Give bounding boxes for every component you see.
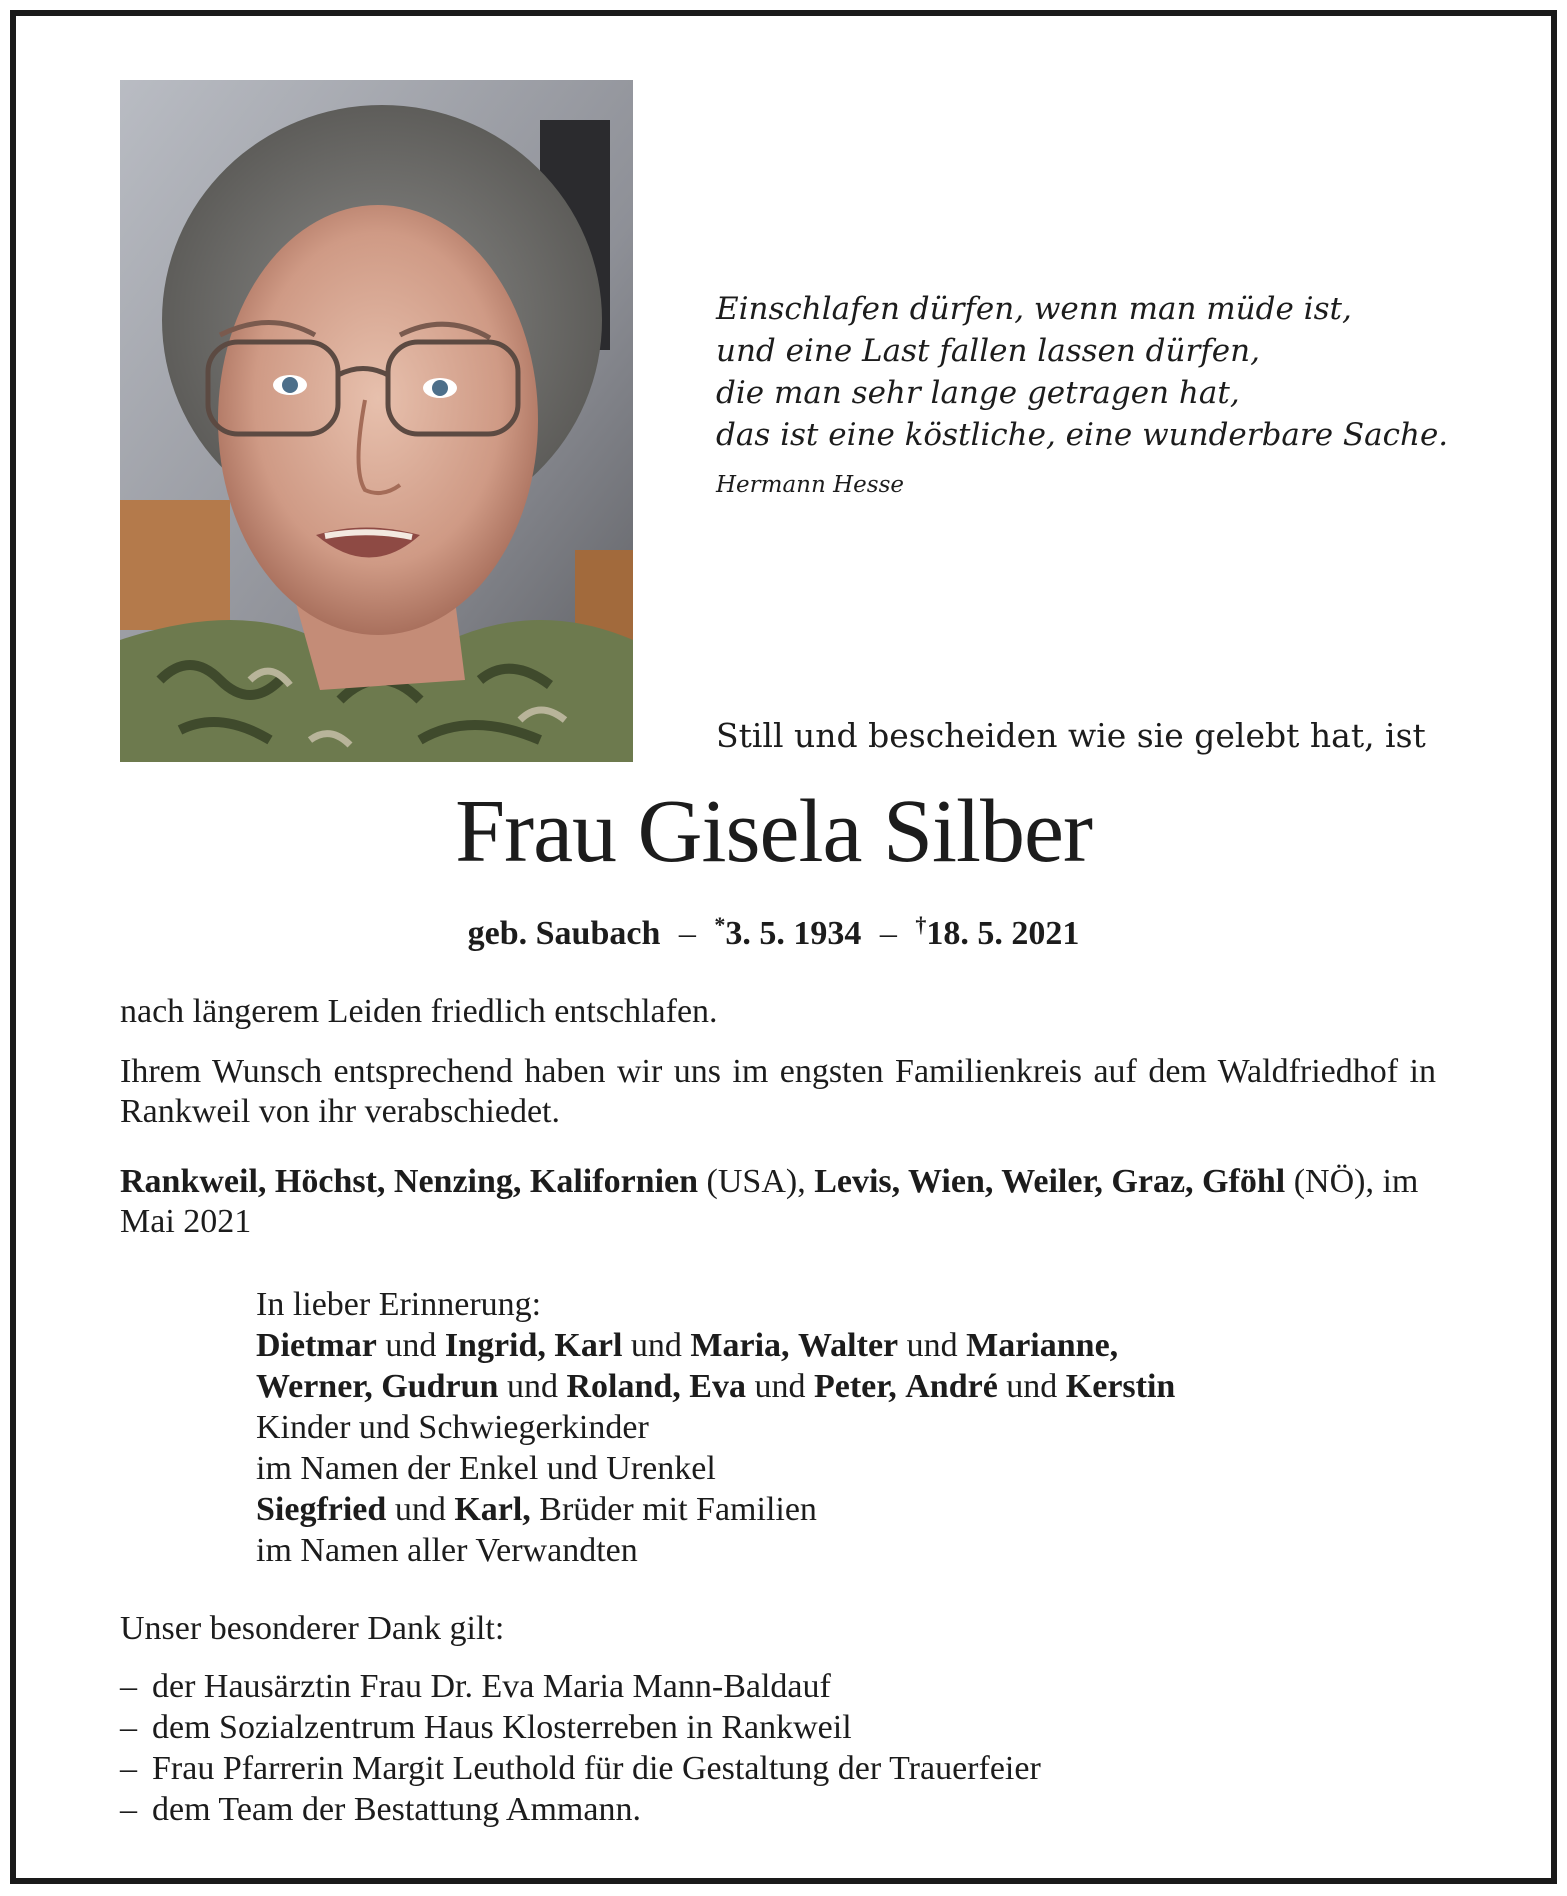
person-name: Marianne, [966, 1327, 1119, 1364]
list-dash: – [120, 1791, 137, 1828]
connector-text: und [376, 1327, 445, 1364]
list-item [120, 1748, 1041, 1789]
person-name: Gudrun [381, 1368, 499, 1405]
person-name: Eva [689, 1368, 746, 1405]
memory-line: im Namen der Enkel und Urenkel [256, 1450, 716, 1487]
quote-line: und eine Last fallen lassen dürfen, [716, 333, 1260, 369]
maiden-name: geb. Saubach [467, 915, 661, 952]
deceased-name: Frau Gisela Silber [455, 782, 1092, 881]
person-name: Karl [554, 1327, 623, 1364]
connector-text [373, 1368, 382, 1405]
memory-line: Kinder und Schwiegerkinder [256, 1409, 649, 1446]
list-dash: – [120, 1750, 137, 1787]
person-name: Peter, [813, 1368, 897, 1405]
memory-line: im Namen aller Verwandten [256, 1532, 638, 1569]
quote-line: die man sehr lange getragen hat, [716, 375, 1240, 411]
places-normal: (USA), [698, 1163, 815, 1200]
life-dates [0, 912, 1547, 953]
thanks-title: Unser besonderer Dank gilt: [120, 1610, 505, 1647]
places-line [120, 1162, 1436, 1242]
connector-text: und [745, 1368, 814, 1405]
birth-symbol: * [714, 912, 726, 937]
person-name: Dietmar [256, 1327, 377, 1364]
person-name: Ingrid, [444, 1327, 546, 1364]
person-name: André [905, 1368, 998, 1405]
memory-block [256, 1284, 1446, 1571]
death-date: 18. 5. 2021 [926, 915, 1080, 952]
dates-separator: – [678, 915, 696, 952]
birth-date: 3. 5. 1934 [725, 915, 862, 952]
connector-text: Brüder mit Familien [530, 1491, 817, 1528]
intro-text: Still und bescheiden wie sie gelebt hat, ist [716, 716, 1426, 755]
quote-line: Einschlafen dürfen, wenn man müde ist, [716, 291, 1352, 327]
connector-text [897, 1368, 906, 1405]
connector-text: und [622, 1327, 691, 1364]
person-name: Roland, [566, 1368, 681, 1405]
hesse-quote [716, 288, 1476, 456]
memory-row [256, 1325, 1446, 1366]
memory-heading: In lieber Erinnerung: [256, 1286, 542, 1323]
list-item [120, 1789, 1041, 1830]
list-item-text: Frau Pfarrerin Margit Leuthold für die Gestaltung der Trauerfeier [152, 1750, 1041, 1787]
person-name: Maria, [690, 1327, 790, 1364]
thanks-list [120, 1666, 1041, 1830]
quote-author: Hermann Hesse [716, 472, 905, 498]
funeral-text: Ihrem Wunsch entsprechend haben wir uns im engsten Familienkreis auf dem Waldfriedhof in Rankweil von ihr verabschiedet. [120, 1053, 1436, 1130]
person-name: Siegfried [256, 1491, 387, 1528]
places-bold: Rankweil, Höchst, Nenzing, Kalifornien [120, 1163, 699, 1200]
list-dash: – [120, 1709, 137, 1746]
passing-text: nach längerem Leiden friedlich entschlafen. [120, 993, 718, 1030]
memory-row [256, 1489, 1446, 1530]
places-normal: (NÖ), im Mai 2021 [120, 1163, 1419, 1240]
quote-line: das ist eine köstliche, eine wunderbare Sache. [716, 417, 1449, 453]
places-bold: Levis, Wien, Weiler, Graz, Gföhl [814, 1163, 1286, 1200]
death-symbol: † [915, 912, 927, 937]
list-item-text: dem Team der Bestattung Ammann. [152, 1791, 641, 1828]
list-dash: – [120, 1668, 137, 1705]
dates-separator: – [879, 915, 897, 952]
person-name: Werner, [256, 1368, 373, 1405]
person-name: Karl, [454, 1491, 531, 1528]
list-item [120, 1707, 1041, 1748]
portrait-photo [120, 80, 633, 762]
person-name: Walter [798, 1327, 899, 1364]
list-item-text: der Hausärztin Frau Dr. Eva Maria Mann-Baldauf [152, 1668, 831, 1705]
connector-text: und [498, 1368, 567, 1405]
list-item-text: dem Sozialzentrum Haus Klosterreben in Rankweil [152, 1709, 852, 1746]
memory-row [256, 1366, 1446, 1407]
connector-text: und [997, 1368, 1066, 1405]
connector-text: und [386, 1491, 455, 1528]
person-name: Kerstin [1065, 1368, 1176, 1405]
list-item [120, 1666, 1041, 1707]
connector-text: und [898, 1327, 967, 1364]
connector-text [790, 1327, 799, 1364]
